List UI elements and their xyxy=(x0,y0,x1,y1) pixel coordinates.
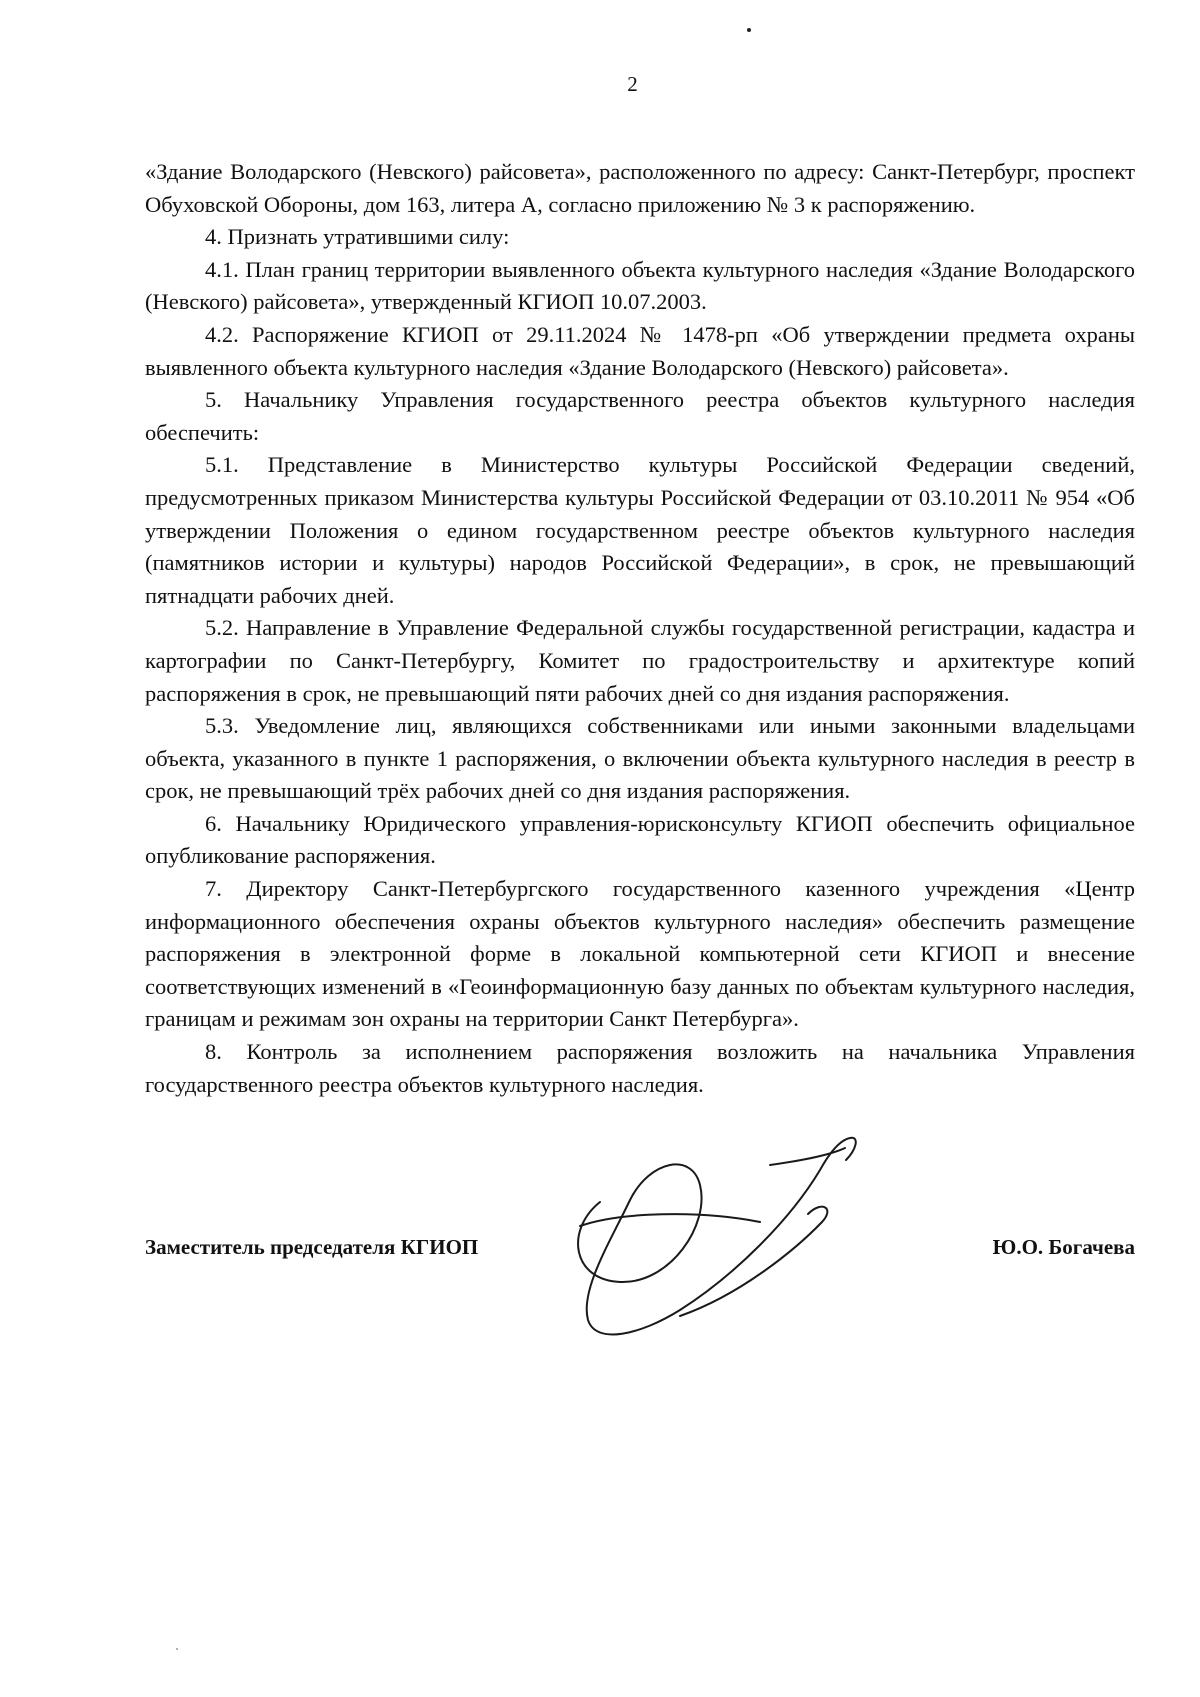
signatory-position: Заместитель председателя КГИОП xyxy=(145,1235,479,1259)
page-number: 2 xyxy=(627,72,638,96)
paragraph-item-4: 4. Признать утратившими силу: xyxy=(205,224,510,250)
scan-speck xyxy=(747,28,751,32)
paragraph-item-8: 8. Контроль за исполнением распоряжения возложить на начальника Управления государственного реестра объектов культурного наследия. xyxy=(145,1039,1135,1097)
document-body xyxy=(145,156,1135,1101)
paragraph-item-4-2: 4.2. Распоряжение КГИОП от 29.11.2024 № 1478-рп «Об утверждении предмета охраны выявленного объекта культурного наследия «Здание Володарского (Невского) райсовета». xyxy=(145,321,1135,380)
scan-speck xyxy=(176,1648,178,1650)
paragraph-item-5: 5. Начальнику Управления государственного реестра объектов культурного наследия обеспечить: xyxy=(145,387,1135,445)
paragraph-item-4-1: 4.1. План границ территории выявленного объекта культурного наследия «Здание Володарского (Невского) райсовета», утвержденный КГИОП 10.07.2003. xyxy=(145,256,1135,315)
paragraph-item-5-1: 5.1. Представление в Министерство культуры Российской Федерации сведений, предусмотренных приказом Министерства культуры Российской Федерации от 03.10.2011 № 954 «Об утверждении Положения о едином государственном реестре объектов культурного наследия (памятников истории и культуры) народов Российской Федерации», в срок, не превышающий пятнадцати рабочих дней. xyxy=(145,452,1135,608)
signatory-name: Ю.О. Богачева xyxy=(992,1235,1135,1259)
paragraph-item-5-2: 5.2. Направление в Управление Федеральной службы государственной регистрации, кадастра и картографии по Санкт-Петербургу, Комитет по градостроительству и архитектуре копий распоряжения в срок, не превышающий пяти рабочих дней со дня издания распоряжения. xyxy=(145,615,1135,706)
paragraph-item-6: 6. Начальнику Юридического управления-юрисконсульту КГИОП обеспечить официальное опубликование распоряжения. xyxy=(145,810,1135,869)
paragraph-continuation: «Здание Володарского (Невского) райсовета», расположенного по адресу: Санкт-Петербург, проспект Обуховской Обороны, дом 163, литера А, согласно приложению № 3 к распоряжению. xyxy=(145,159,1135,217)
handwritten-signature xyxy=(560,1130,930,1350)
paragraph-item-5-3: 5.3. Уведомление лиц, являющихся собственниками или иными законными владельцами объекта, указанного в пункте 1 распоряжения, о включении объекта культурного наследия в реестр в срок, не превышающий трёх рабочих дней со дня издания распоряжения. xyxy=(145,713,1135,804)
paragraph-item-7: 7. Директору Санкт-Петербургского государственного казенного учреждения «Центр информационного обеспечения охраны объектов культурного наследия» обеспечить размещение распоряжения в электронной форме в локальной компьютерной сети КГИОП и внесение соответствующих изменений в «Геоинформационную базу данных по объектам культурного наследия, границам и режимам зон охраны на территории Санкт Петербурга». xyxy=(145,876,1135,1032)
